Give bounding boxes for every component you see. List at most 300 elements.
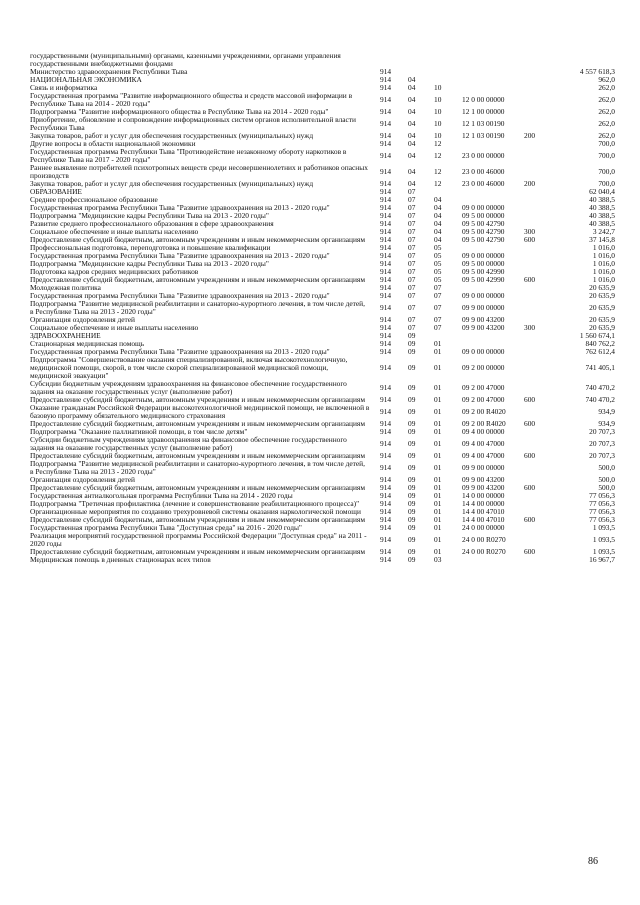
row-rz: 09 bbox=[408, 383, 416, 392]
row-gr: 914 bbox=[380, 151, 392, 160]
row-cs: 09 5 00 00000 bbox=[462, 211, 505, 220]
table-row bbox=[30, 276, 615, 284]
row-cs bbox=[462, 76, 524, 84]
row-gr: 914 bbox=[380, 363, 392, 372]
row-name: Субсидии бюджетным учреждениям здравоохранения на финансовое обеспечение государственного задания на оказание государственных услуг (выполнение работ) bbox=[30, 435, 347, 452]
row-gr: 914 bbox=[380, 515, 392, 524]
table-row bbox=[30, 380, 615, 396]
row-name: Закупка товаров, работ и услуг для обеспечения государственных (муниципальных) нужд bbox=[30, 179, 314, 188]
row-rz: 09 bbox=[408, 427, 416, 436]
row-cs: 09 2 00 R4020 bbox=[462, 419, 506, 428]
row-name: Предоставление субсидий бюджетным, автономным учреждениям и иным некоммерческим организациям bbox=[30, 515, 366, 524]
row-rz: 09 bbox=[408, 555, 416, 564]
row-pr: 01 bbox=[434, 507, 442, 516]
row-gr: 914 bbox=[380, 167, 392, 176]
row-cs: 09 0 00 00000 bbox=[462, 347, 505, 356]
row-pr: 12 bbox=[434, 151, 442, 160]
row-vr bbox=[524, 68, 552, 76]
row-rz: 09 bbox=[408, 483, 416, 492]
row-cs: 09 5 00 42990 bbox=[462, 267, 505, 276]
row-name: Государственная программа Республики Тыва "Доступная среда" на 2016 - 2020 годы" bbox=[30, 523, 302, 532]
row-name: ЗДРАВООХРАНЕНИЕ bbox=[30, 331, 101, 340]
row-sum: 840 762,2 bbox=[585, 339, 615, 348]
table-row bbox=[30, 532, 615, 548]
row-pr: 01 bbox=[434, 347, 442, 356]
table-row bbox=[30, 436, 615, 452]
row-pr: 04 bbox=[434, 235, 442, 244]
row-cs bbox=[462, 52, 524, 68]
row-vr bbox=[524, 380, 552, 396]
row-sum: 20 635,9 bbox=[589, 291, 615, 300]
row-cs: 12 1 03 00190 bbox=[462, 131, 505, 140]
row-vr bbox=[524, 556, 552, 564]
row-vr bbox=[524, 92, 552, 108]
row-vr bbox=[524, 140, 552, 148]
table-row bbox=[30, 460, 615, 476]
row-name: Раннее выявление потребителей психотропных веществ среди несовершеннолетних и работников опасных производств bbox=[30, 163, 368, 180]
row-rz: 07 bbox=[408, 267, 416, 276]
row-name: Предоставление субсидий бюджетным, автономным учреждениям и иным некоммерческим организациям bbox=[30, 235, 366, 244]
row-cs: 09 9 00 00000 bbox=[462, 303, 505, 312]
table-row bbox=[30, 52, 615, 68]
row-rz: 04 bbox=[408, 119, 416, 128]
row-rz: 09 bbox=[408, 547, 416, 556]
row-gr: 914 bbox=[380, 219, 392, 228]
row-rz: 07 bbox=[408, 243, 416, 252]
row-pr: 04 bbox=[434, 195, 442, 204]
row-cs: 09 5 00 42790 bbox=[462, 235, 505, 244]
row-sum: 700,0 bbox=[598, 167, 615, 176]
row-pr: 01 bbox=[434, 547, 442, 556]
row-rz: 07 bbox=[408, 283, 416, 292]
row-pr: 01 bbox=[434, 363, 442, 372]
row-name: Государственная программа Республики Тыва "Развитие здравоохранения на 2013 - 2020 годы" bbox=[30, 251, 330, 260]
row-cs: 09 9 00 43200 bbox=[462, 323, 505, 332]
row-rz: 04 bbox=[408, 151, 416, 160]
row-vr bbox=[524, 404, 552, 420]
row-gr: 914 bbox=[380, 547, 392, 556]
row-pr: 10 bbox=[434, 119, 442, 128]
row-pr: 07 bbox=[434, 283, 442, 292]
row-cs: 23 0 00 46000 bbox=[462, 179, 505, 188]
row-pr: 07 bbox=[434, 291, 442, 300]
row-vr bbox=[524, 300, 552, 316]
row-rz: 04 bbox=[408, 179, 416, 188]
row-sum: 934,9 bbox=[598, 407, 615, 416]
row-gr: 914 bbox=[380, 439, 392, 448]
table-row bbox=[30, 116, 615, 132]
row-gr: 914 bbox=[380, 407, 392, 416]
row-gr: 914 bbox=[380, 95, 392, 104]
row-name: государственными (муниципальными) органами, казенными учреждениями, органами управления государственными внебюджетными фондами bbox=[30, 51, 341, 68]
row-gr: 914 bbox=[380, 227, 392, 236]
row-sum: 700,0 bbox=[598, 139, 615, 148]
row-gr: 914 bbox=[380, 535, 392, 544]
row-name: Организационные мероприятия по созданию трехуровневой системы оказания наркологической помощи bbox=[30, 507, 361, 516]
row-name: Организация оздоровления детей bbox=[30, 475, 135, 484]
row-name: Социальное обеспечение и иные выплаты населению bbox=[30, 323, 199, 332]
row-sum: 40 388,5 bbox=[589, 195, 615, 204]
row-sum: 500,0 bbox=[598, 483, 615, 492]
row-vr bbox=[524, 188, 552, 196]
row-rz: 09 bbox=[408, 407, 416, 416]
row-sum: 77 056,3 bbox=[589, 507, 615, 516]
row-gr: 914 bbox=[380, 483, 392, 492]
row-sum: 3 242,7 bbox=[592, 227, 615, 236]
row-gr: 914 bbox=[380, 339, 392, 348]
row-sum: 77 056,3 bbox=[589, 491, 615, 500]
row-gr bbox=[380, 52, 408, 68]
row-vr: 200 bbox=[524, 179, 536, 188]
row-sum: 77 056,3 bbox=[589, 515, 615, 524]
row-rz: 07 bbox=[408, 259, 416, 268]
row-rz: 09 bbox=[408, 363, 416, 372]
row-sum: 1 016,0 bbox=[592, 259, 615, 268]
row-pr: 05 bbox=[434, 259, 442, 268]
row-rz: 07 bbox=[408, 195, 416, 204]
row-pr: 01 bbox=[434, 427, 442, 436]
row-sum: 77 056,3 bbox=[589, 499, 615, 508]
row-pr: 04 bbox=[434, 203, 442, 212]
row-pr bbox=[434, 68, 462, 76]
row-gr: 914 bbox=[380, 119, 392, 128]
row-gr: 914 bbox=[380, 187, 392, 196]
row-cs bbox=[462, 188, 524, 196]
row-pr: 07 bbox=[434, 323, 442, 332]
row-sum bbox=[552, 52, 615, 68]
row-vr bbox=[524, 340, 552, 348]
row-name: Оказание гражданам Российской Федерации высокотехнологичной медицинской помощи, не включенной в базовую программу обязательного медицинского страхования bbox=[30, 403, 370, 420]
row-pr: 01 bbox=[434, 491, 442, 500]
row-cs: 09 9 00 00000 bbox=[462, 463, 505, 472]
row-rz: 07 bbox=[408, 187, 416, 196]
row-cs: 09 9 00 43200 bbox=[462, 315, 505, 324]
row-pr: 07 bbox=[434, 315, 442, 324]
row-sum: 1 093,5 bbox=[592, 535, 615, 544]
row-sum: 262,0 bbox=[598, 83, 615, 92]
table-row bbox=[30, 164, 615, 180]
row-pr: 03 bbox=[434, 555, 442, 564]
row-cs bbox=[462, 140, 524, 148]
row-gr: 914 bbox=[380, 383, 392, 392]
row-rz: 04 bbox=[408, 83, 416, 92]
row-vr bbox=[524, 532, 552, 548]
row-name: Предоставление субсидий бюджетным, автономным учреждениям и иным некоммерческим организациям bbox=[30, 483, 366, 492]
row-rz: 04 bbox=[408, 131, 416, 140]
row-name: Подпрограмма "Развитие медицинской реабилитации и санаторно-курортного лечения, в том числе детей, в Республике Тыва на 2013 - 2020 годы" bbox=[30, 459, 365, 476]
row-rz: 07 bbox=[408, 203, 416, 212]
row-pr: 01 bbox=[434, 483, 442, 492]
row-name: Государственная программа Республики Тыва "Развитие здравоохранения на 2013 - 2020 годы" bbox=[30, 203, 330, 212]
row-vr bbox=[524, 164, 552, 180]
row-pr: 07 bbox=[434, 303, 442, 312]
row-name: Предоставление субсидий бюджетным, автономным учреждениям и иным некоммерческим организациям bbox=[30, 547, 366, 556]
row-rz: 07 bbox=[408, 303, 416, 312]
row-vr: 600 bbox=[524, 395, 536, 404]
row-cs: 09 9 00 43200 bbox=[462, 483, 505, 492]
row-sum: 20 707,3 bbox=[589, 427, 615, 436]
row-pr: 04 bbox=[434, 219, 442, 228]
table-row bbox=[30, 356, 615, 380]
row-cs bbox=[462, 84, 524, 92]
row-cs: 09 2 00 47000 bbox=[462, 395, 505, 404]
row-gr: 914 bbox=[380, 491, 392, 500]
table-row bbox=[30, 300, 615, 316]
row-vr bbox=[524, 76, 552, 84]
row-vr bbox=[524, 284, 552, 292]
row-vr: 600 bbox=[524, 483, 536, 492]
row-sum: 40 388,5 bbox=[589, 203, 615, 212]
row-rz: 04 bbox=[408, 139, 416, 148]
row-name: Субсидии бюджетным учреждениям здравоохранения на финансовое обеспечение государственного задания на оказание государственных услуг (выполнение работ) bbox=[30, 379, 347, 396]
row-gr: 914 bbox=[380, 195, 392, 204]
row-gr: 914 bbox=[380, 507, 392, 516]
row-cs: 09 2 00 47000 bbox=[462, 383, 505, 392]
row-pr: 10 bbox=[434, 107, 442, 116]
row-rz: 07 bbox=[408, 235, 416, 244]
row-pr: 01 bbox=[434, 499, 442, 508]
row-cs: 12 1 03 00190 bbox=[462, 119, 505, 128]
row-vr bbox=[524, 196, 552, 204]
row-sum: 262,0 bbox=[598, 107, 615, 116]
row-pr: 01 bbox=[434, 451, 442, 460]
table-row bbox=[30, 324, 615, 332]
row-name: Связь и информатика bbox=[30, 83, 98, 92]
row-cs: 09 2 00 00000 bbox=[462, 363, 505, 372]
row-cs: 09 0 00 00000 bbox=[462, 251, 505, 260]
row-gr: 914 bbox=[380, 331, 392, 340]
row-gr: 914 bbox=[380, 463, 392, 472]
row-sum: 962,0 bbox=[598, 75, 615, 84]
row-pr: 01 bbox=[434, 419, 442, 428]
row-cs: 09 0 00 00000 bbox=[462, 203, 505, 212]
row-vr bbox=[524, 260, 552, 268]
row-cs bbox=[462, 68, 524, 76]
row-vr: 300 bbox=[524, 323, 536, 332]
row-name: Государственная программа Республики Тыва "Противодействие незаконному обороту наркотиков в Республике Тыва на 2017 - 2020 годы" bbox=[30, 147, 347, 164]
table-row bbox=[30, 92, 615, 108]
row-name: Государственная программа "Развитие информационного общества и средств массовой информации в Республике Тыва на 2014 - 2020 годы" bbox=[30, 91, 353, 108]
row-rz: 07 bbox=[408, 219, 416, 228]
row-name: Среднее профессиональное образование bbox=[30, 195, 158, 204]
row-pr: 01 bbox=[434, 395, 442, 404]
row-gr: 914 bbox=[380, 475, 392, 484]
row-gr: 914 bbox=[380, 419, 392, 428]
row-pr: 10 bbox=[434, 131, 442, 140]
budget-table-body bbox=[30, 52, 615, 564]
row-sum: 1 016,0 bbox=[592, 251, 615, 260]
row-name: Предоставление субсидий бюджетным, автономным учреждениям и иным некоммерческим организациям bbox=[30, 451, 366, 460]
row-pr: 01 bbox=[434, 439, 442, 448]
row-gr: 914 bbox=[380, 395, 392, 404]
row-cs: 24 0 00 R0270 bbox=[462, 547, 506, 556]
row-cs: 09 5 00 42790 bbox=[462, 227, 505, 236]
row-gr: 914 bbox=[380, 347, 392, 356]
row-sum: 1 093,5 bbox=[592, 547, 615, 556]
table-row bbox=[30, 180, 615, 188]
row-name: Медицинская помощь в дневных стационарах всех типов bbox=[30, 555, 211, 564]
row-sum: 16 967,7 bbox=[589, 555, 615, 564]
row-gr: 914 bbox=[380, 67, 392, 76]
row-vr bbox=[524, 52, 552, 68]
row-vr bbox=[524, 204, 552, 212]
row-name: НАЦИОНАЛЬНАЯ ЭКОНОМИКА bbox=[30, 75, 142, 84]
row-vr bbox=[524, 108, 552, 116]
row-name: Другие вопросы в области национальной экономики bbox=[30, 139, 196, 148]
row-rz: 09 bbox=[408, 419, 416, 428]
row-rz: 04 bbox=[408, 95, 416, 104]
row-sum: 262,0 bbox=[598, 131, 615, 140]
row-vr bbox=[524, 348, 552, 356]
row-pr: 01 bbox=[434, 463, 442, 472]
row-cs: 09 5 00 00000 bbox=[462, 259, 505, 268]
row-name: Предоставление субсидий бюджетным, автономным учреждениям и иным некоммерческим организациям bbox=[30, 419, 366, 428]
row-vr: 300 bbox=[524, 227, 536, 236]
row-vr bbox=[524, 252, 552, 260]
budget-table-container bbox=[30, 52, 615, 564]
page-number: 86 bbox=[588, 856, 598, 867]
row-rz: 07 bbox=[408, 211, 416, 220]
row-gr: 914 bbox=[380, 203, 392, 212]
row-sum: 20 707,3 bbox=[589, 451, 615, 460]
row-sum: 62 040,4 bbox=[589, 187, 615, 196]
row-pr: 01 bbox=[434, 523, 442, 532]
table-row bbox=[30, 148, 615, 164]
row-cs: 09 4 00 00000 bbox=[462, 427, 505, 436]
row-gr: 914 bbox=[380, 83, 392, 92]
row-gr: 914 bbox=[380, 451, 392, 460]
row-cs: 09 4 00 47000 bbox=[462, 439, 505, 448]
row-vr: 200 bbox=[524, 131, 536, 140]
row-cs: 09 0 00 00000 bbox=[462, 291, 505, 300]
row-gr: 914 bbox=[380, 75, 392, 84]
row-gr: 914 bbox=[380, 275, 392, 284]
row-gr: 914 bbox=[380, 139, 392, 148]
row-gr: 914 bbox=[380, 283, 392, 292]
budget-table bbox=[30, 52, 615, 564]
row-sum: 500,0 bbox=[598, 463, 615, 472]
row-pr: 12 bbox=[434, 179, 442, 188]
row-rz: 09 bbox=[408, 347, 416, 356]
row-sum: 20 635,9 bbox=[589, 315, 615, 324]
row-sum: 700,0 bbox=[598, 179, 615, 188]
row-name: Министерство здравоохранения Республики Тыва bbox=[30, 67, 188, 76]
row-sum: 20 635,9 bbox=[589, 303, 615, 312]
row-name: Государственная программа Республики Тыва "Развитие здравоохранения на 2013 - 2020 годы" bbox=[30, 347, 330, 356]
row-pr: 04 bbox=[434, 211, 442, 220]
row-vr bbox=[524, 212, 552, 220]
row-vr bbox=[524, 492, 552, 500]
row-name: Предоставление субсидий бюджетным, автономным учреждениям и иным некоммерческим организациям bbox=[30, 275, 366, 284]
row-cs: 12 0 00 00000 bbox=[462, 95, 505, 104]
row-vr: 600 bbox=[524, 547, 536, 556]
row-sum: 741 405,1 bbox=[585, 363, 615, 372]
row-pr: 05 bbox=[434, 267, 442, 276]
row-rz: 09 bbox=[408, 463, 416, 472]
row-rz: 09 bbox=[408, 515, 416, 524]
row-cs: 23 0 00 00000 bbox=[462, 151, 505, 160]
row-name: Организация оздоровления детей bbox=[30, 315, 135, 324]
row-vr: 600 bbox=[524, 419, 536, 428]
row-sum: 262,0 bbox=[598, 95, 615, 104]
row-cs: 09 9 00 43200 bbox=[462, 475, 505, 484]
row-rz: 07 bbox=[408, 275, 416, 284]
row-pr: 01 bbox=[434, 535, 442, 544]
row-sum: 1 016,0 bbox=[592, 243, 615, 252]
row-gr: 914 bbox=[380, 303, 392, 312]
row-gr: 914 bbox=[380, 251, 392, 260]
row-sum: 1 016,0 bbox=[592, 275, 615, 284]
row-gr: 914 bbox=[380, 259, 392, 268]
row-pr: 12 bbox=[434, 167, 442, 176]
row-name: Социальное обеспечение и иные выплаты населению bbox=[30, 227, 199, 236]
row-rz: 09 bbox=[408, 507, 416, 516]
row-name: Подпрограмма "Оказание паллиативной помощи, в том числе детям" bbox=[30, 427, 248, 436]
row-vr bbox=[524, 116, 552, 132]
row-name: Подготовка кадров средних медицинских работников bbox=[30, 267, 199, 276]
row-rz: 09 bbox=[408, 491, 416, 500]
row-name: Подпрограмма "Третичная профилактика (лечение и совершенствование реабилитационного процесса)" bbox=[30, 499, 360, 508]
row-cs: 14 4 00 00000 bbox=[462, 499, 505, 508]
row-sum: 262,0 bbox=[598, 119, 615, 128]
row-pr: 01 bbox=[434, 383, 442, 392]
row-sum: 20 635,9 bbox=[589, 323, 615, 332]
table-row bbox=[30, 76, 615, 84]
row-sum: 37 145,8 bbox=[589, 235, 615, 244]
row-name: Государственная антиалкогольная программа Республики Тыва на 2014 - 2020 годы bbox=[30, 491, 293, 500]
row-cs: 09 5 00 42790 bbox=[462, 219, 505, 228]
row-cs: 14 0 00 00000 bbox=[462, 491, 505, 500]
row-gr: 914 bbox=[380, 499, 392, 508]
row-cs: 14 4 00 47010 bbox=[462, 515, 505, 524]
row-vr bbox=[524, 292, 552, 300]
row-pr: 05 bbox=[434, 275, 442, 284]
row-name: Молодежная политика bbox=[30, 283, 101, 292]
row-pr: 12 bbox=[434, 139, 442, 148]
row-rz: 07 bbox=[408, 291, 416, 300]
row-cs bbox=[462, 556, 524, 564]
row-gr: 914 bbox=[380, 107, 392, 116]
row-gr: 914 bbox=[380, 235, 392, 244]
row-vr bbox=[524, 436, 552, 452]
row-name: Профессиональная подготовка, переподготовка и повышение квалификации bbox=[30, 243, 271, 252]
row-rz: 09 bbox=[408, 395, 416, 404]
row-vr bbox=[524, 460, 552, 476]
row-vr: 600 bbox=[524, 515, 536, 524]
row-name: Предоставление субсидий бюджетным, автономным учреждениям и иным некоммерческим организациям bbox=[30, 395, 366, 404]
row-vr: 600 bbox=[524, 275, 536, 284]
row-sum: 762 612,4 bbox=[585, 347, 615, 356]
row-vr bbox=[524, 500, 552, 508]
row-pr: 10 bbox=[434, 95, 442, 104]
row-sum: 1 560 674,1 bbox=[579, 331, 615, 340]
row-vr bbox=[524, 428, 552, 436]
row-cs: 12 1 00 00000 bbox=[462, 107, 505, 116]
row-gr: 914 bbox=[380, 555, 392, 564]
row-cs: 09 2 00 R4020 bbox=[462, 407, 506, 416]
row-gr: 914 bbox=[380, 131, 392, 140]
row-vr bbox=[524, 524, 552, 532]
row-sum: 40 388,5 bbox=[589, 219, 615, 228]
row-vr bbox=[524, 244, 552, 252]
table-row bbox=[30, 404, 615, 420]
row-rz: 07 bbox=[408, 315, 416, 324]
row-rz: 04 bbox=[408, 167, 416, 176]
row-sum: 20 635,9 bbox=[589, 283, 615, 292]
row-name: Реализация мероприятий государственной программы Российской Федерации "Доступная среда" на 2011 - 2020 годы bbox=[30, 531, 367, 548]
row-pr bbox=[434, 52, 462, 68]
row-sum: 20 707,3 bbox=[589, 439, 615, 448]
